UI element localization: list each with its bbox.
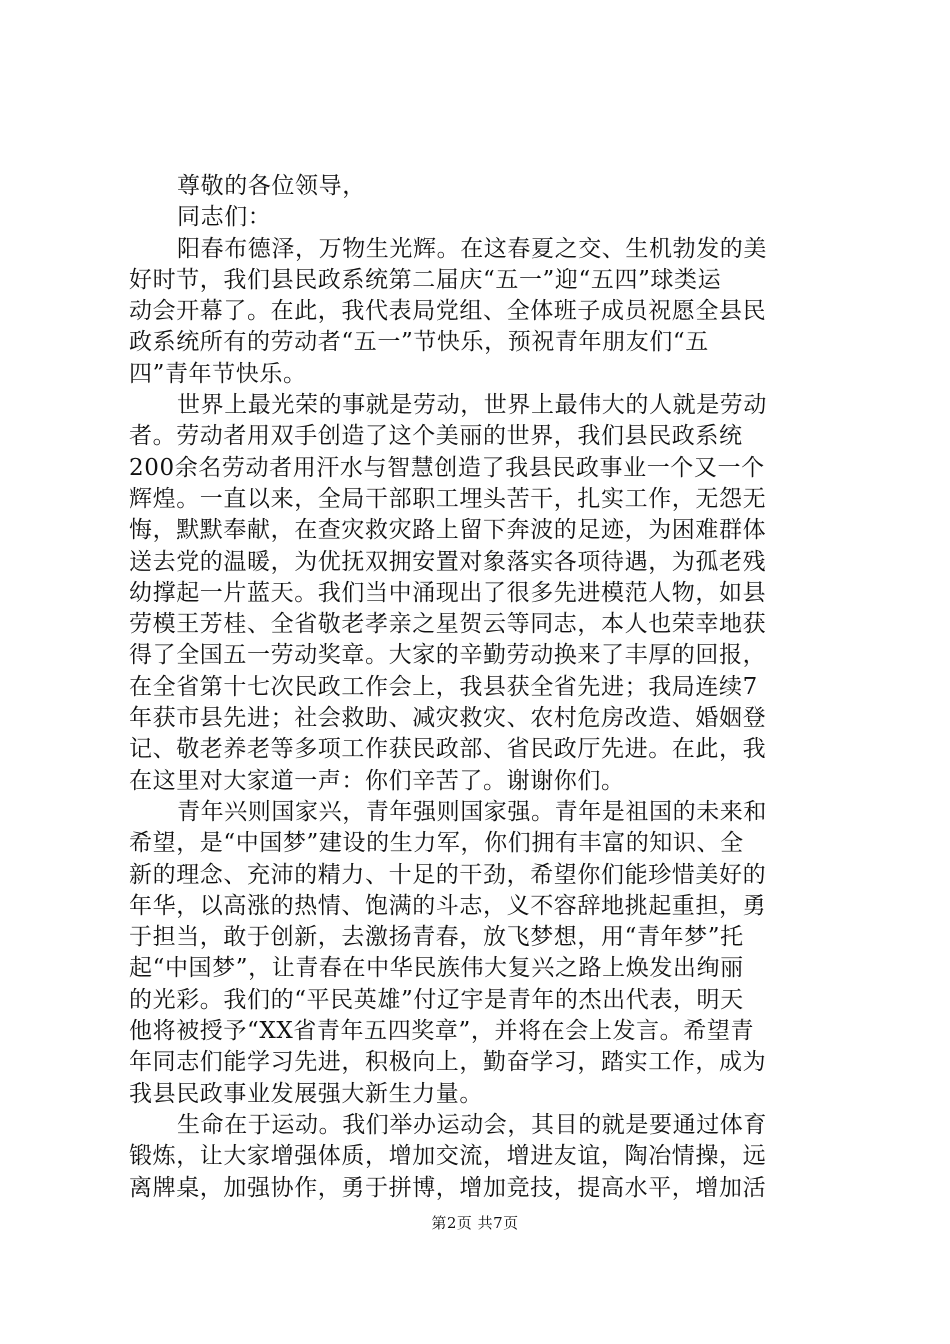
text-line: 同志们： bbox=[177, 204, 272, 231]
text-line: 者。劳动者用双手创造了这个美丽的世界，我们县民政系统 bbox=[129, 423, 743, 450]
text-line: 起“中国梦”，让青春在中华民族伟大复兴之路上焕发出绚丽 bbox=[129, 955, 744, 982]
text-line: 四”青年节快乐。 bbox=[129, 360, 307, 387]
text-line: 年华，以高涨的热情、饱满的斗志，义不容辞地挑起重担，勇 bbox=[129, 892, 767, 919]
text-line: 新的理念、充沛的精力、十足的干劲，希望你们能珍惜美好的 bbox=[129, 861, 767, 888]
text-line: 年同志们能学习先进，积极向上，勤奋学习，踏实工作，成为 bbox=[129, 1049, 767, 1076]
text-line: 记、敬老养老等多项工作获民政部、省民政厅先进。在此，我 bbox=[129, 736, 767, 763]
text-line: 政系统所有的劳动者“五一”节快乐，预祝青年朋友们“五 bbox=[129, 329, 709, 356]
text-line: 尊敬的各位领导， bbox=[177, 173, 366, 199]
text-line: 劳模王芳桂、全省敬老孝亲之星贺云等同志，本人也荣幸地获 bbox=[129, 611, 767, 638]
text-line: 年获市县先进；社会救助、减灾救灾、农村危房改造、婚姻登 bbox=[129, 705, 767, 732]
text-line: 他将被授予“XX省青年五四奖章”，并将在会上发言。希望青 bbox=[129, 1018, 755, 1045]
text-line: 我县民政事业发展强大新生力量。 bbox=[129, 1080, 483, 1107]
text-line: 辉煌。一直以来，全局干部职工埋头苦干，扎实工作，无怨无 bbox=[129, 485, 767, 512]
text-line: 幼撑起一片蓝天。我们当中涌现出了很多先进模范人物，如县 bbox=[129, 579, 767, 606]
text-line: 在这里对大家道一声：你们辛苦了。谢谢你们。 bbox=[129, 767, 625, 794]
text-line: 离牌桌，加强协作，勇于拼博，增加竞技，提高水平，增加活 bbox=[129, 1174, 767, 1201]
page-footer: 第2页 共7页 bbox=[431, 1214, 519, 1232]
text-line: 世界上最光荣的事就是劳动，世界上最伟大的人就是劳动 bbox=[177, 392, 767, 419]
text-line: 动会开幕了。在此，我代表局党组、全体班子成员祝愿全县民 bbox=[129, 298, 767, 325]
text-line: 的光彩。我们的“平民英雄”付辽宇是青年的杰出代表，明天 bbox=[129, 986, 744, 1013]
text-line: 生命在于运动。我们举办运动会，其目的就是要通过体育 bbox=[177, 1111, 767, 1138]
text-line: 于担当，敢于创新，去激扬青春，放飞梦想，用“青年梦”托 bbox=[129, 924, 744, 951]
text-line: 在全省第十七次民政工作会上，我县获全省先进；我局连续7 bbox=[129, 673, 758, 700]
text-line: 得了全国五一劳动奖章。大家的辛勤劳动换来了丰厚的回报， bbox=[129, 642, 767, 669]
text-line: 青年兴则国家兴，青年强则国家强。青年是祖国的未来和 bbox=[177, 798, 767, 825]
speech-body bbox=[129, 171, 829, 1204]
text-line: 悔，默默奉献，在查灾救灾路上留下奔波的足迹，为困难群体 bbox=[129, 517, 767, 544]
text-line: 送去党的温暖，为优抚双拥安置对象落实各项待遇，为孤老残 bbox=[129, 548, 767, 575]
text-line: 锻炼，让大家增强体质，增加交流，增进友谊，陶冶情操，远 bbox=[129, 1143, 767, 1170]
text-line: 阳春布德泽，万物生光辉。在这春夏之交、生机勃发的美 bbox=[177, 235, 767, 262]
text-line: 希望，是“中国梦”建设的生力军，你们拥有丰富的知识、全 bbox=[129, 830, 744, 857]
text-line: 200余名劳动者用汗水与智慧创造了我县民政事业一个又一个 bbox=[129, 454, 765, 481]
text-line: 好时节，我们县民政系统第二届庆“五一”迎“五四”球类运 bbox=[129, 266, 722, 293]
